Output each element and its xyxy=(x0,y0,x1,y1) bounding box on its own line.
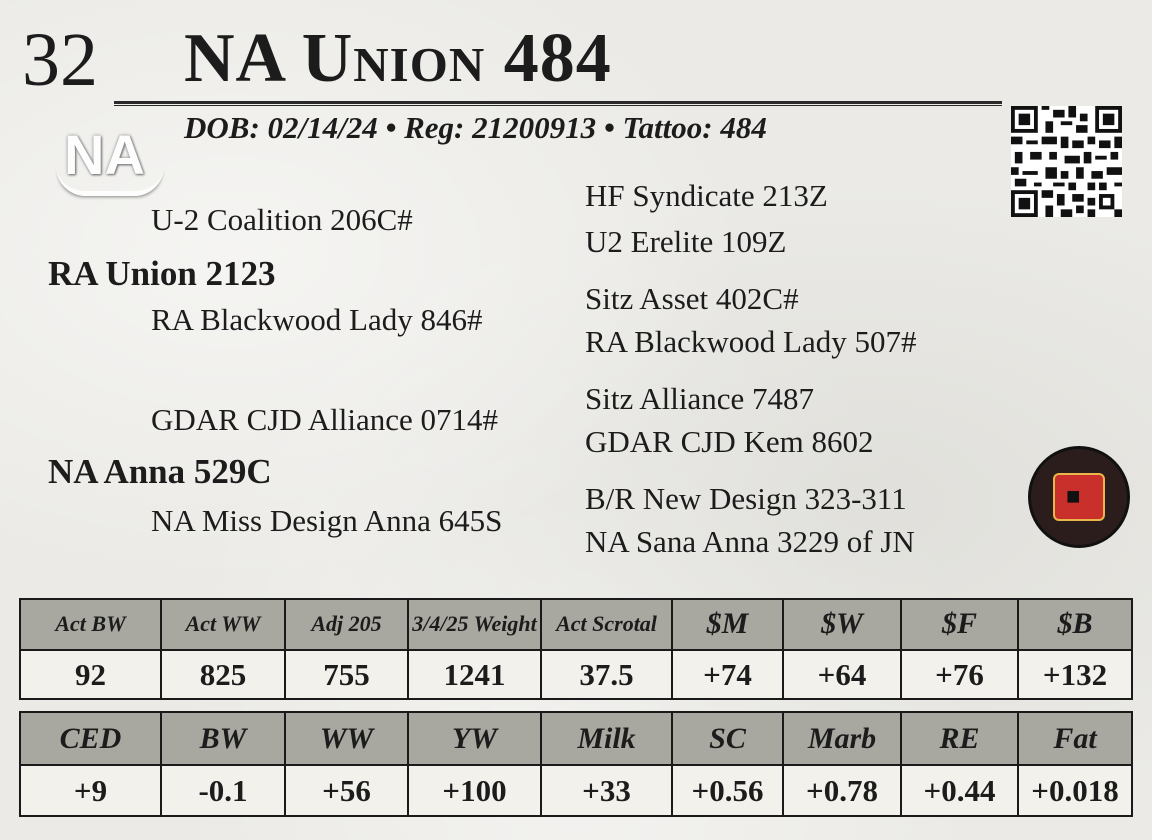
header-cell: SC xyxy=(672,712,783,765)
value-cell: 1241 xyxy=(408,650,541,699)
dam: NA Anna 529C xyxy=(48,452,272,491)
dam-dam: NA Miss Design Anna 645S xyxy=(151,503,503,538)
performance-table xyxy=(19,598,1133,700)
great-grandparent-8: NA Sana Anna 3229 of JN xyxy=(585,524,915,559)
value-cell: +33 xyxy=(541,765,672,816)
header-cell: Act Scrotal xyxy=(541,599,672,650)
great-grandparent-6: GDAR CJD Kem 8602 xyxy=(585,424,874,459)
value-cell: +74 xyxy=(672,650,783,699)
great-grandparent-3: Sitz Asset 402C# xyxy=(585,281,799,316)
value-cell: 825 xyxy=(161,650,285,699)
qr-code-icon[interactable] xyxy=(1011,106,1122,217)
epd-table xyxy=(19,711,1133,817)
na-logo-text: NA xyxy=(64,123,145,186)
value-cell: 755 xyxy=(285,650,408,699)
value-cell: +76 xyxy=(901,650,1018,699)
animal-name: NA Union 484 xyxy=(184,20,612,97)
header-cell: CED xyxy=(20,712,161,765)
header-cell: $W xyxy=(783,599,901,650)
value-cell: 37.5 xyxy=(541,650,672,699)
cow-icon: ■ xyxy=(1066,484,1081,510)
value-cell: +100 xyxy=(408,765,541,816)
header-rule xyxy=(114,101,1002,104)
header-cell: BW xyxy=(161,712,285,765)
header-cell: $B xyxy=(1018,599,1132,650)
header-cell: Adj 205 xyxy=(285,599,408,650)
header-cell: Fat xyxy=(1018,712,1132,765)
dam-sire: GDAR CJD Alliance 0714# xyxy=(151,402,499,437)
value-cell: +9 xyxy=(20,765,161,816)
performance-header-row xyxy=(20,599,1132,650)
sire: RA Union 2123 xyxy=(48,254,276,293)
header-cell: RE xyxy=(901,712,1018,765)
great-grandparent-5: Sitz Alliance 7487 xyxy=(585,381,815,416)
value-cell: +0.44 xyxy=(901,765,1018,816)
value-cell: +0.56 xyxy=(672,765,783,816)
animal-info-line: DOB: 02/14/24 • Reg: 21200913 • Tattoo: 484 xyxy=(184,110,767,145)
na-logo xyxy=(56,118,168,202)
value-cell: +132 xyxy=(1018,650,1132,699)
epd-header-row xyxy=(20,712,1132,765)
performance-value-row xyxy=(20,650,1132,699)
header-cell: YW xyxy=(408,712,541,765)
value-cell: -0.1 xyxy=(161,765,285,816)
na-logo-arc xyxy=(56,166,164,196)
value-cell: +0.78 xyxy=(783,765,901,816)
epd-value-row xyxy=(20,765,1132,816)
header-cell: 3/4/25 Weight xyxy=(408,599,541,650)
header-cell: Act WW xyxy=(161,599,285,650)
great-grandparent-4: RA Blackwood Lady 507# xyxy=(585,324,917,359)
lot-number: 32 xyxy=(22,18,98,102)
sire-sire: U-2 Coalition 206C# xyxy=(151,202,413,237)
sire-dam: RA Blackwood Lady 846# xyxy=(151,302,483,337)
value-cell: +56 xyxy=(285,765,408,816)
value-cell: 92 xyxy=(20,650,161,699)
seal-inner-badge xyxy=(1053,473,1105,521)
header-cell: Milk xyxy=(541,712,672,765)
value-cell: +64 xyxy=(783,650,901,699)
value-cell: +0.018 xyxy=(1018,765,1132,816)
certified-angus-seal-icon xyxy=(1028,446,1130,548)
header-cell: $M xyxy=(672,599,783,650)
header-rule xyxy=(114,105,1002,106)
header-cell: $F xyxy=(901,599,1018,650)
great-grandparent-1: HF Syndicate 213Z xyxy=(585,178,828,213)
header-cell: Act BW xyxy=(20,599,161,650)
header-cell: Marb xyxy=(783,712,901,765)
header-cell: WW xyxy=(285,712,408,765)
great-grandparent-2: U2 Erelite 109Z xyxy=(585,224,787,259)
great-grandparent-7: B/R New Design 323-311 xyxy=(585,481,907,516)
